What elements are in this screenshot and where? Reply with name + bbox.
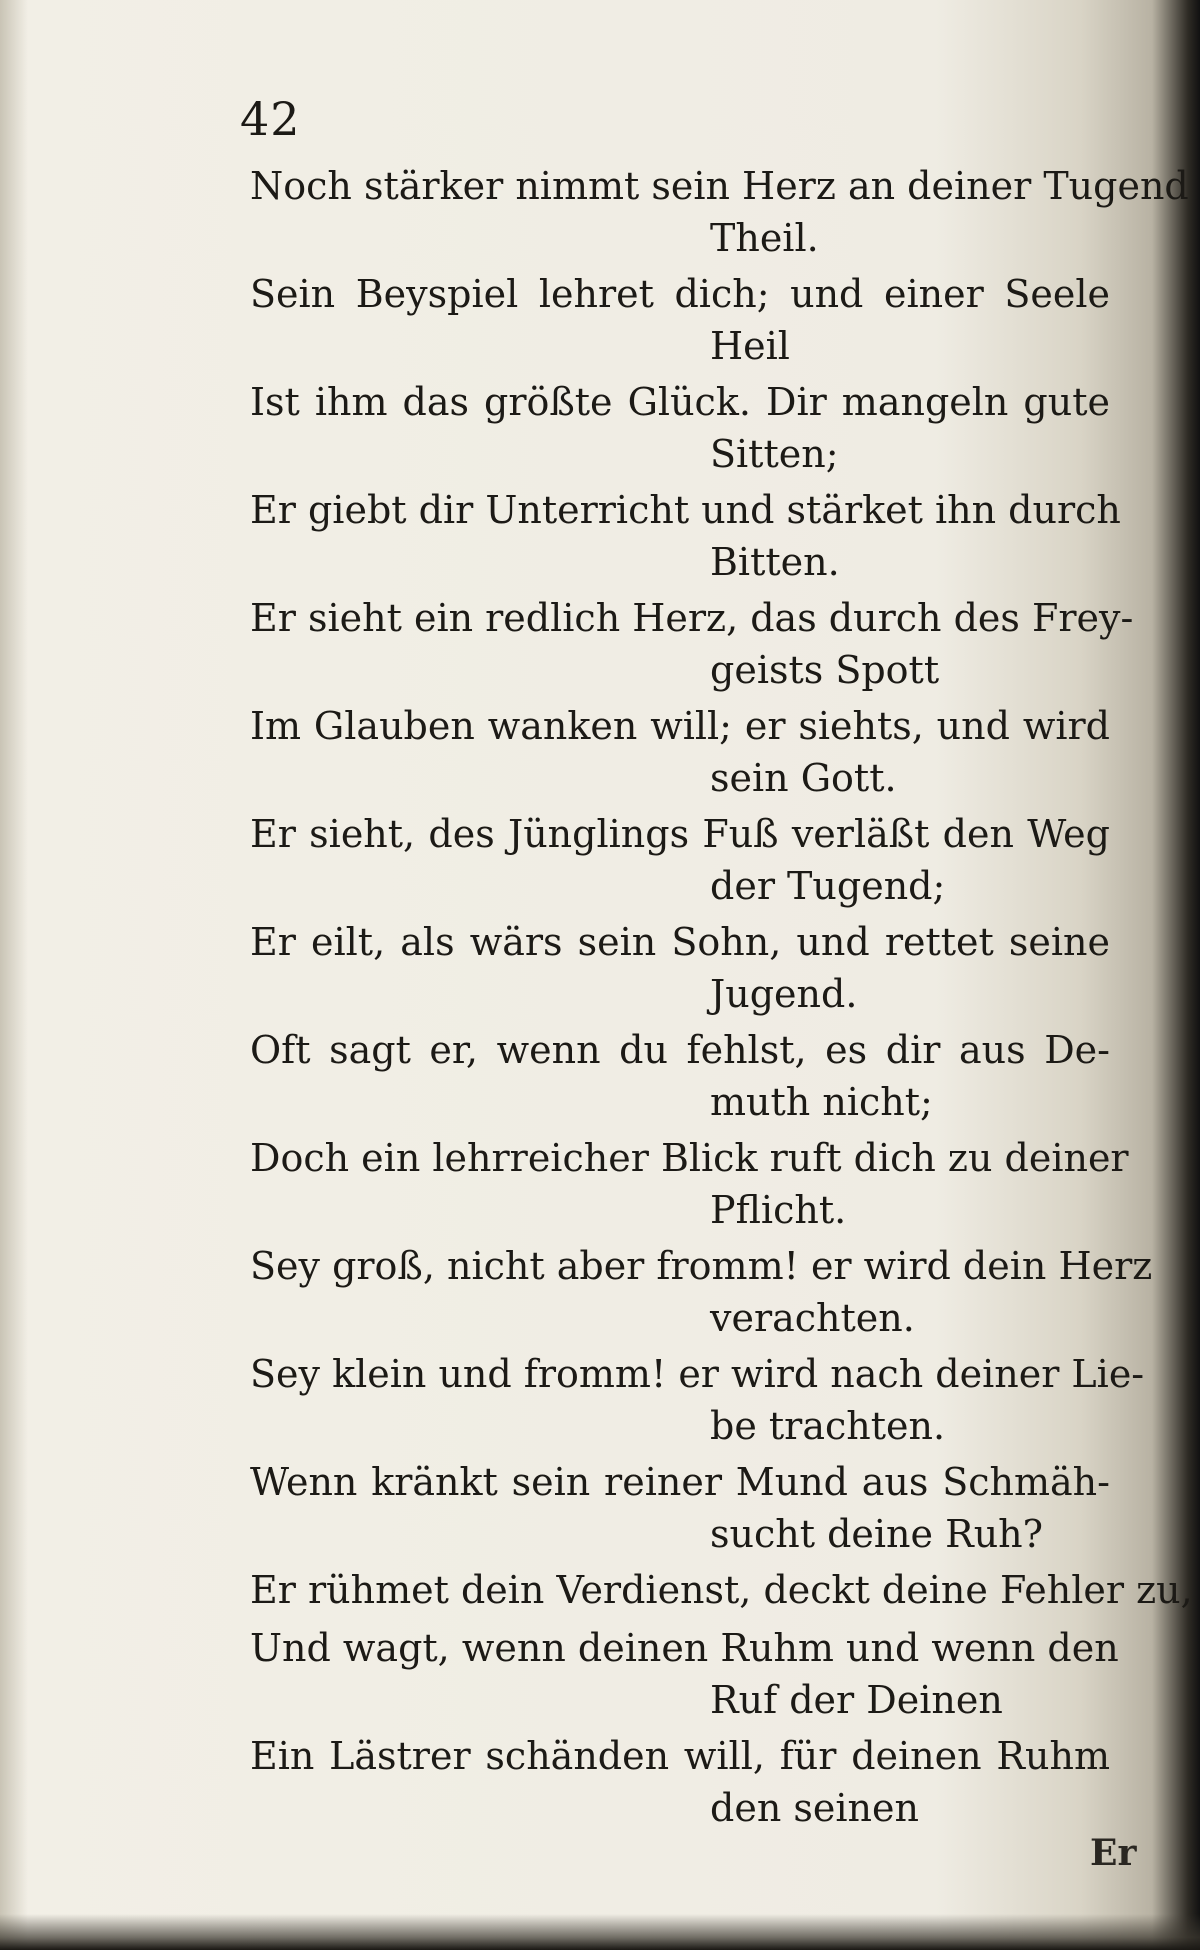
verse [250,1348,1145,1456]
verse-continuation: den seinen [710,1786,919,1830]
verse-line: Ist ihm das größte Glück. Dir mangeln gute [250,380,1110,424]
verse [250,916,1130,1024]
verse-continuation: Ruf der Deinen [710,1678,1003,1722]
verse-line: Noch stärker nimmt sein Herz an deiner Tugend [250,164,1189,208]
verse [250,1730,1130,1838]
verse [250,268,1130,376]
verse-line: Er rühmet dein Verdienst, deckt deine Fehler zu, [250,1568,1193,1612]
verse-continuation: sein Gott. [710,756,897,800]
verse [250,484,1130,592]
verse-line: Doch ein lehrreicher Blick ruft dich zu deiner [250,1136,1129,1180]
verse-line: Sein Beyspiel lehret dich; und einer Seele [250,272,1110,316]
verse-line: Er sieht ein redlich Herz, das durch des Frey- [250,596,1134,640]
verse [250,376,1130,484]
verse [250,1132,1130,1240]
verse [250,1564,1193,1622]
poem-text [250,160,1193,1838]
verse-continuation: Theil. [710,216,819,260]
verse [250,592,1134,700]
verse-line: Im Glauben wanken will; er siehts, und wird [250,704,1110,748]
verse [250,1024,1130,1132]
verse-continuation: Pflicht. [710,1188,847,1232]
verse [250,1240,1153,1348]
verse [250,1456,1130,1564]
catchword: Er [1090,1832,1137,1874]
verse-continuation: be trachten. [710,1404,946,1448]
verse-line: Wenn kränkt sein reiner Mund aus Schmäh- [250,1460,1110,1504]
verse-line: Und wagt, wenn deinen Ruhm und wenn den [250,1626,1119,1670]
verse-continuation: Jugend. [710,972,858,1016]
verse-continuation: verachten. [710,1296,915,1340]
verse-line: Er giebt dir Unterricht und stärket ihn durch [250,488,1121,532]
verse-continuation: muth nicht; [710,1080,933,1124]
verse [250,1622,1130,1730]
verse [250,808,1130,916]
verse-continuation: Heil [710,324,790,368]
verse-line: Er sieht, des Jünglings Fuß verläßt den Weg [250,812,1110,856]
verse [250,160,1189,268]
verse-continuation: sucht deine Ruh? [710,1512,1044,1556]
verse-continuation: geists Spott [710,648,940,692]
verse-line: Er eilt, als wärs sein Sohn, und rettet seine [250,920,1110,964]
verse-continuation: der Tugend; [710,864,946,908]
verse-line: Sey groß, nicht aber fromm! er wird dein Herz [250,1244,1153,1288]
verse-continuation: Sitten; [710,432,839,476]
verse-continuation: Bitten. [710,540,840,584]
page-number: 42 [240,92,301,146]
verse-line: Ein Lästrer schänden will, für deinen Ruhm [250,1734,1110,1778]
verse [250,700,1130,808]
verse-line: Sey klein und fromm! er wird nach deiner Lie- [250,1352,1145,1396]
verse-line: Oft sagt er, wenn du fehlst, es dir aus De- [250,1028,1110,1072]
